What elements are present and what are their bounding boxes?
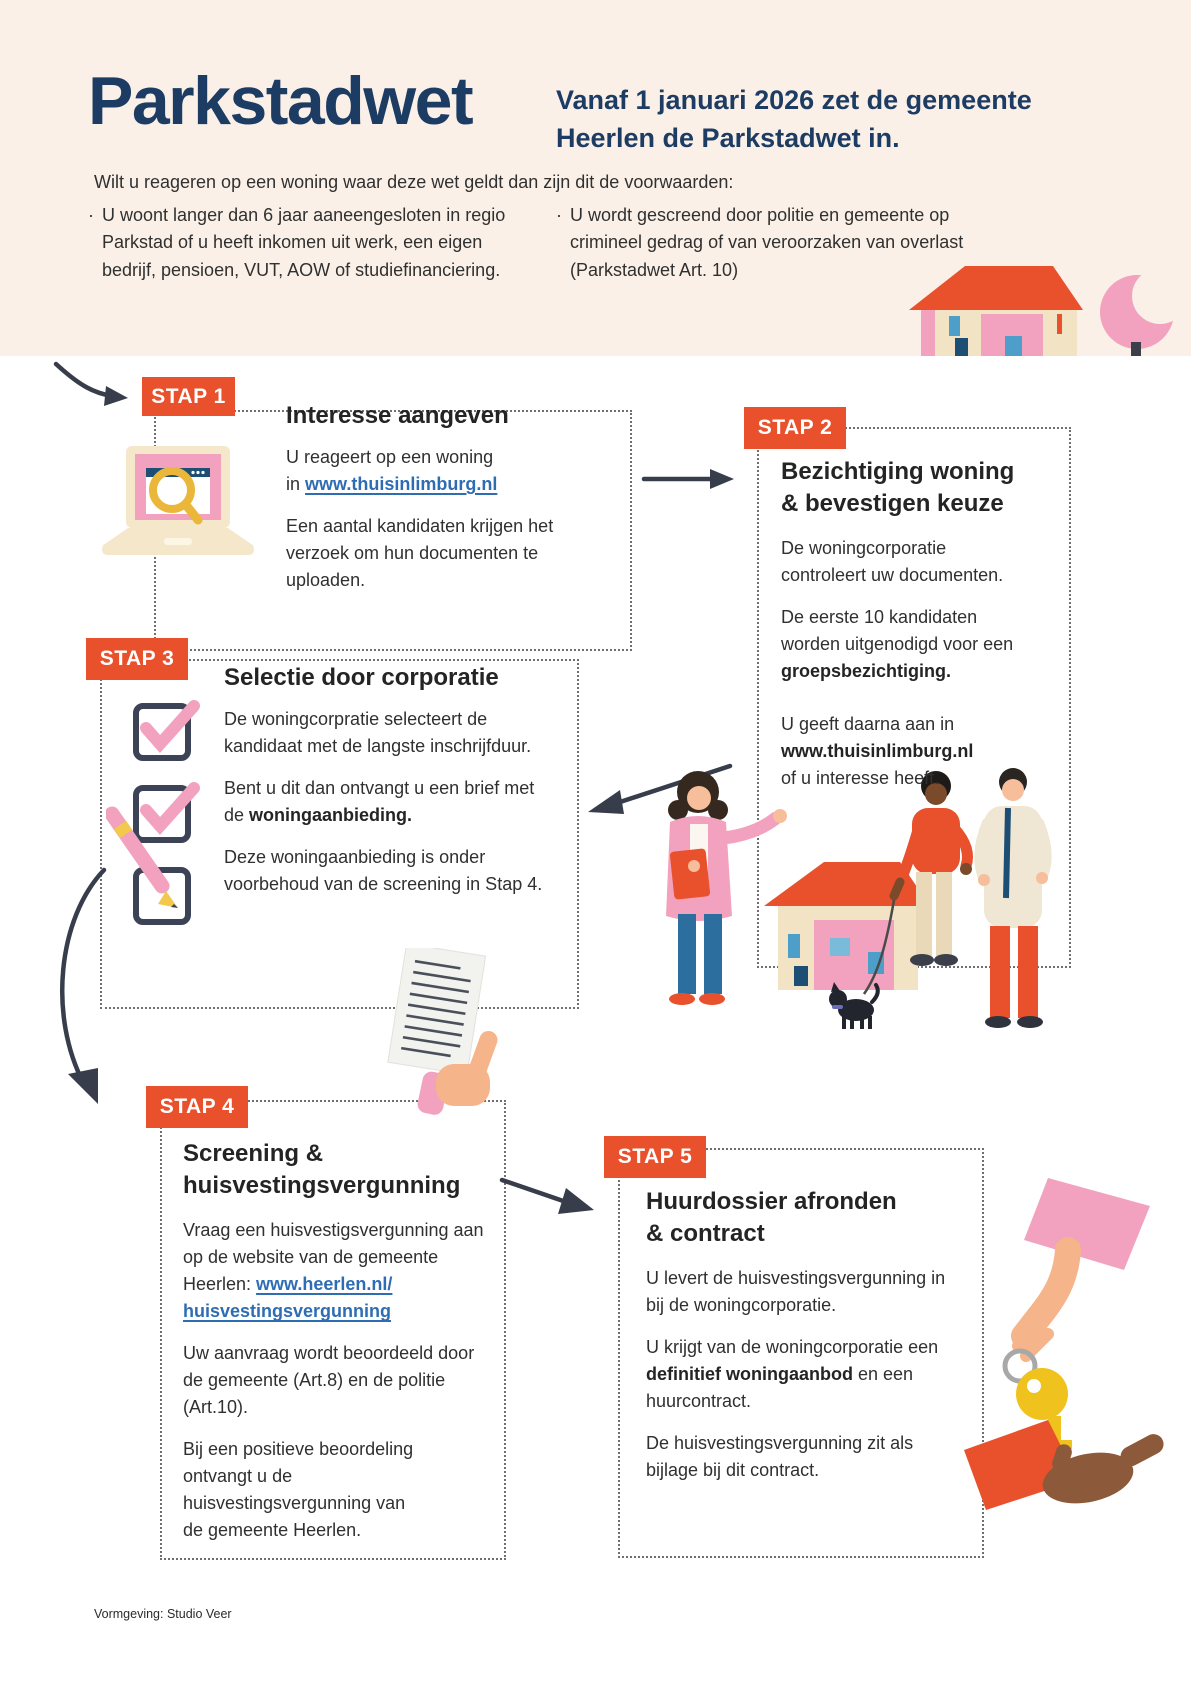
step2-paragraph: De woningcorporatie controleert uw documenten. — [781, 538, 1004, 586]
step4-title: Screening & huisvestingsvergunning — [183, 1140, 461, 1199]
step5-title: Huurdossier afronden & contract — [646, 1188, 897, 1247]
bullet: · — [88, 205, 94, 225]
step4-paragraph: Uw aanvraag wordt beoordeeld door de gemeente (Art.8) en de politie (Art.10). — [183, 1343, 475, 1418]
step4-badge: STAP 4 — [146, 1086, 248, 1128]
arrow-to-step2-icon — [640, 462, 740, 496]
arrow-to-step5-icon — [496, 1168, 606, 1226]
step2-paragraph: De eerste 10 kandidaten worden uitgenodigd voor een groepsbezichtiging. — [781, 607, 1014, 682]
design-credit: Vormgeving: Studio Veer — [94, 1607, 232, 1621]
house-illustration — [905, 256, 1185, 356]
page-title: Parkstadwet — [88, 63, 473, 139]
step3-badge: STAP 3 — [86, 638, 188, 680]
person-agent — [666, 771, 787, 1005]
step3-paragraph: Deze woningaanbieding is onder voorbehoud van de screening in Stap 4. — [224, 847, 543, 894]
step1-paragraph: Een aantal kandidaten krijgen het verzoek om hun documenten te uploaden. — [286, 516, 554, 590]
step1-title: Interesse aangeven — [286, 402, 509, 429]
step5-badge: STAP 5 — [604, 1136, 706, 1178]
paper-icon — [388, 948, 486, 1075]
house-icon — [909, 266, 1083, 356]
receiving-hand — [964, 1420, 1167, 1510]
step1-badge: STAP 1 — [142, 377, 235, 416]
condition-item — [88, 202, 533, 284]
step5-paragraph: U levert de huisvestingsvergunning in bij de woningcorporatie. — [646, 1268, 946, 1316]
step2-title: Bezichtiging woning & bevestigen keuze — [781, 458, 1015, 517]
intro-text: Wilt u reageren op een woning waar deze wet geldt dan zijn dit de voorwaarden: — [94, 172, 734, 192]
condition-text: U woont langer dan 6 jaar aaneengesloten in regio Parkstad of u heeft inkomen uit werk, een eigen bedrijf, pensioen, VUT, AOW of studiefinanciering. — [102, 205, 506, 280]
checklist-illustration — [106, 698, 221, 933]
step3-title: Selectie door corporatie — [224, 664, 499, 691]
step5-paragraph: De huisvestingsvergunning zit als bijlage bij dit contract. — [646, 1433, 914, 1481]
step1-paragraph: U reageert op een woning in www.thuisinlimburg.nl — [286, 447, 498, 494]
step5-paragraph: U krijgt van de woningcorporatie een definitief woningaanbod en een huurcontract. — [646, 1337, 939, 1412]
key-handover-illustration — [926, 1178, 1188, 1510]
step2-paragraph: U geeft daarna aan in www.thuisinlimburg.nl of u interesse heeft. — [781, 714, 974, 789]
bullet: · — [556, 205, 562, 225]
header-subtitle: Vanaf 1 januari 2026 zet de gemeente Heerlen de Parkstadwet in. — [556, 85, 1032, 153]
laptop-illustration — [94, 444, 262, 572]
step4-paragraph: Bij een positieve beoordeling ontvangt u de huisvestingsvergunning van de gemeente Heerlen. — [183, 1439, 414, 1541]
giving-hand — [1018, 1178, 1150, 1356]
step2-badge: STAP 2 — [744, 407, 846, 449]
step3-paragraph: De woningcorpratie selecteert de kandidaat met de langste inschrijfduur. — [224, 709, 532, 756]
arrow-to-step1-icon — [52, 360, 132, 410]
condition-text: U wordt gescreend door politie en gemeente op crimineel gedrag of van veroorzaken van overlast (Parkstadwet Art. 10) — [570, 205, 964, 280]
thuisinlimburg-link[interactable]: www.thuisinlimburg.nl — [305, 474, 498, 494]
document-approval-illustration — [372, 948, 512, 1133]
step3-paragraph: Bent u dit dan ontvangt u een brief met de woningaanbieding. — [224, 778, 535, 825]
step4-paragraph: Vraag een huisvestigsvergunning aan op de website van de gemeente Heerlen: www.heerlen.nl/ huisvestingsvergunning — [183, 1220, 484, 1322]
heerlen-link[interactable]: www.heerlen.nl/ huisvestingsvergunning — [183, 1274, 393, 1322]
